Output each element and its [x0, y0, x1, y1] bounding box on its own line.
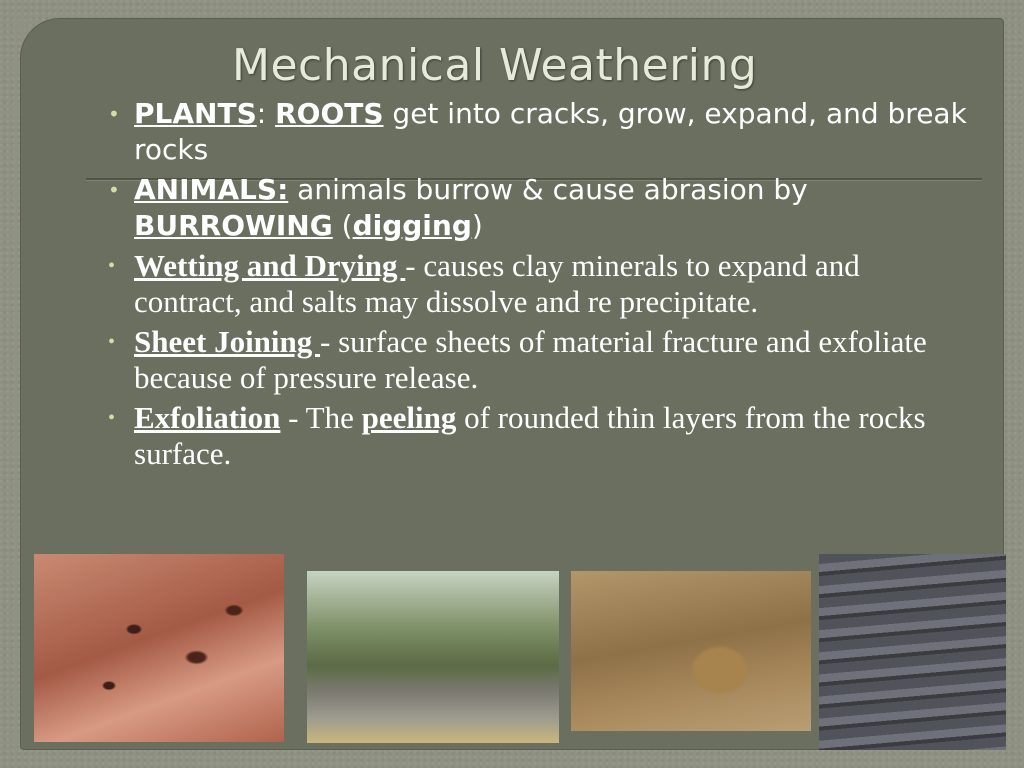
- bullet-text: animals burrow & cause abrasion by: [288, 173, 808, 206]
- photo-rock-cliff: [819, 554, 1006, 750]
- bullet-text: get into cracks, grow, expand, and break rocks: [134, 97, 967, 166]
- bullet-list: [108, 96, 968, 476]
- term-exfoliation: Exfoliation: [134, 400, 281, 435]
- term-burrowing: BURROWING: [134, 209, 333, 242]
- photo-honeycomb-rock: [34, 554, 284, 742]
- bullet-dot: •: [108, 255, 116, 277]
- term-animals: ANIMALS:: [134, 173, 289, 206]
- term-wetting-drying: Wetting and Drying: [134, 248, 406, 283]
- bullet-dot: •: [108, 331, 116, 353]
- bullet-dot: •: [108, 407, 116, 429]
- bullet-dot: •: [108, 178, 120, 202]
- term-sheet-joining: Sheet Joining: [134, 324, 321, 359]
- term-digging: digging: [352, 209, 472, 242]
- slide-title: Mechanical Weathering: [232, 40, 758, 91]
- bullet-text: - causes clay minerals to expand and contract, and salts may dissolve and re precipitate.: [134, 248, 860, 319]
- bullet-text: ): [471, 209, 483, 242]
- bullet-text: - surface sheets of material fracture and exfoliate because of pressure release.: [134, 324, 927, 395]
- term-plants: PLANTS: [134, 97, 257, 130]
- photo-tree-roots: [307, 571, 559, 743]
- bullet-wetting-drying: [108, 248, 968, 320]
- bullet-exfoliation: [108, 400, 968, 472]
- bullet-sheet-joining: [108, 324, 968, 396]
- bullet-plants: [108, 96, 968, 168]
- bullet-text: - The: [280, 400, 362, 435]
- bullet-text: of rounded thin layers from the rocks surface.: [134, 400, 926, 471]
- bullet-animals: [108, 172, 968, 244]
- separator: :: [256, 97, 276, 130]
- term-peeling: peeling: [361, 400, 457, 435]
- term-roots: ROOTS: [275, 97, 384, 130]
- photo-prairie-dog: [571, 571, 811, 731]
- bullet-dot: •: [108, 102, 120, 126]
- bullet-text: (: [332, 209, 353, 242]
